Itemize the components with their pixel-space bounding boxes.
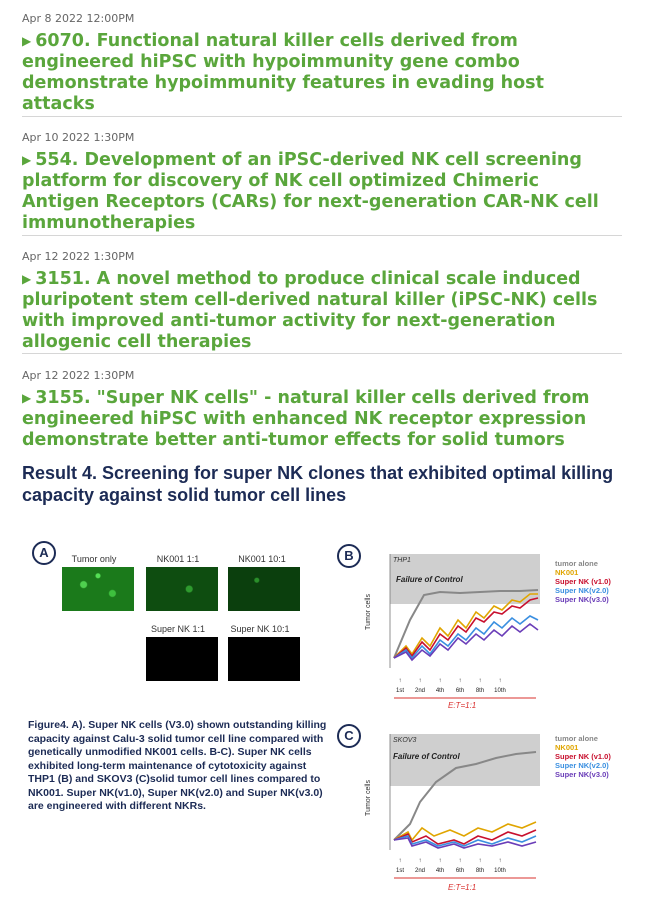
legend-item: Super NK(v2.0) xyxy=(555,586,609,595)
micrograph-label: NK001 10:1 xyxy=(238,554,286,564)
entry-title-text[interactable]: 3155. "Super NK cells" - natural killer cells derived from engineered hiPSC with enhanced NK receptor expression demonstrate better anti-tumor effects for solid tumors xyxy=(22,388,590,450)
chart-skov3 xyxy=(360,732,540,897)
chart-thp1 xyxy=(360,550,540,710)
poster-figure xyxy=(0,452,646,906)
figure-caption: Figure4. A). Super NK cells (V3.0) shown outstanding killing capacity against Calu-3 solid tumor cell line compared with genetically unmodified NK001 cells. B-C). Super NK cells exhibited long-term maintenance of cytotoxicity against THP1 (B) and SKOV3 (C)solid tumor cell lines compared to NK001. Super NK(v1.0), Super NK(v2.0) and Super NK(v3.0) are engineered with different NKRs. xyxy=(28,719,327,812)
result-title: Result 4. Screening for super NK clones that exhibited optimal killing capacity against solid tumor cell lines xyxy=(22,463,614,505)
entry-date: Apr 8 2022 12:00PM xyxy=(22,12,135,25)
legend-item: Super NK (v1.0) xyxy=(555,577,611,586)
dose-label: 1st xyxy=(395,868,405,874)
caret-right-icon: ▶ xyxy=(22,391,32,405)
dose-arrow: ↑ xyxy=(398,858,402,864)
entry-date: Apr 10 2022 1:30PM xyxy=(22,131,135,144)
chart-ylabel: Tumor cells xyxy=(365,594,372,630)
micrograph-label: Tumor only xyxy=(71,554,117,564)
dose-label: 4th xyxy=(435,688,445,694)
dose-label: 10th xyxy=(494,868,506,874)
entry-date: Apr 12 2022 1:30PM xyxy=(22,250,135,263)
chart-cell-line: THP1 xyxy=(393,557,411,564)
entry-title-link[interactable] xyxy=(22,31,622,115)
entry-title-text[interactable]: 554. Development of an iPSC-derived NK cell screening platform for discovery of NK cell optimized Chimeric Antigen Receptors (CARs) for next-generation CAR-NK cell immunotherapies xyxy=(22,150,599,233)
dose-arrows xyxy=(396,678,506,694)
micrograph-nk001-10-1 xyxy=(228,567,300,611)
dose-arrow: ↑ xyxy=(418,678,422,684)
series-nk001 xyxy=(394,822,536,840)
micrograph-nk001-1-1 xyxy=(146,567,218,611)
micrograph-supernk-1-1 xyxy=(146,637,218,681)
legend-item: tumor alone xyxy=(555,559,598,568)
entry-date: Apr 12 2022 1:30PM xyxy=(22,369,135,382)
micrograph-label: Super NK 1:1 xyxy=(150,624,206,634)
entry-title-link[interactable] xyxy=(22,269,622,353)
divider xyxy=(22,353,622,354)
chart-ylabel: Tumor cells xyxy=(365,780,372,816)
dose-label: 2nd xyxy=(414,868,426,874)
dose-arrow: ↑ xyxy=(478,858,482,864)
micrograph-tumor-only xyxy=(62,567,134,611)
dose-label: 2nd xyxy=(414,688,426,694)
dose-label: 8th xyxy=(475,868,485,874)
entry-title-link[interactable] xyxy=(22,150,622,234)
divider xyxy=(22,235,622,236)
dose-arrow: ↑ xyxy=(498,858,502,864)
dose-label: 1st xyxy=(395,688,405,694)
chart-cell-line: SKOV3 xyxy=(393,737,417,744)
dose-arrow: ↑ xyxy=(458,858,462,864)
divider xyxy=(22,116,622,117)
news-entry xyxy=(22,250,622,353)
micrograph-supernk-10-1 xyxy=(228,637,300,681)
dose-arrow: ↑ xyxy=(438,858,442,864)
entry-title-text[interactable]: 6070. Functional natural killer cells derived from engineered hiPSC with hypoimmunity gene combo demonstrate hypoimmunity features in evading host attacks xyxy=(22,31,544,114)
micrograph-label: Super NK 10:1 xyxy=(230,624,290,634)
legend-item: Super NK(v2.0) xyxy=(555,761,609,770)
caret-right-icon: ▶ xyxy=(22,153,32,167)
dose-label: 6th xyxy=(455,688,465,694)
caret-right-icon: ▶ xyxy=(22,34,32,48)
panel-c-badge: C xyxy=(337,724,361,748)
dose-arrows xyxy=(396,858,506,874)
panel-b-badge: B xyxy=(337,544,361,568)
legend-c xyxy=(555,734,611,779)
micrograph-label: NK001 1:1 xyxy=(156,554,200,564)
legend-item: NK001 xyxy=(555,743,579,752)
dose-label: 6th xyxy=(455,868,465,874)
dose-label: 8th xyxy=(475,688,485,694)
dose-arrow: ↑ xyxy=(398,678,402,684)
dose-arrow: ↑ xyxy=(418,858,422,864)
legend-item: NK001 xyxy=(555,568,579,577)
caret-right-icon: ▶ xyxy=(22,272,32,286)
legend-item: Super NK (v1.0) xyxy=(555,752,611,761)
entry-title-text[interactable]: 3151. A novel method to produce clinical scale induced pluripotent stem cell-derived natural killer (iPSC-NK) cells with improved anti-tumor activity for next-generation allogenic cell therapies xyxy=(22,269,598,352)
legend-item: Super NK(v3.0) xyxy=(555,595,609,604)
news-entry xyxy=(22,12,622,115)
dose-label: 4th xyxy=(435,868,445,874)
dose-arrow: ↑ xyxy=(438,678,442,684)
dose-arrow: ↑ xyxy=(478,678,482,684)
dose-arrow: ↑ xyxy=(458,678,462,684)
failure-label: Failure of Control xyxy=(396,575,463,584)
et-label: E:T=1:1 xyxy=(448,883,477,892)
entry-title-link[interactable] xyxy=(22,388,622,451)
news-entry xyxy=(22,369,622,451)
failure-label: Failure of Control xyxy=(393,752,460,761)
legend-item: tumor alone xyxy=(555,734,598,743)
dose-arrow: ↑ xyxy=(498,678,502,684)
et-label: E:T=1:1 xyxy=(448,701,477,710)
legend-item: Super NK(v3.0) xyxy=(555,770,609,779)
news-entry xyxy=(22,131,622,234)
panel-a-badge: A xyxy=(32,541,56,565)
legend-b xyxy=(555,559,611,604)
dose-label: 10th xyxy=(494,688,506,694)
